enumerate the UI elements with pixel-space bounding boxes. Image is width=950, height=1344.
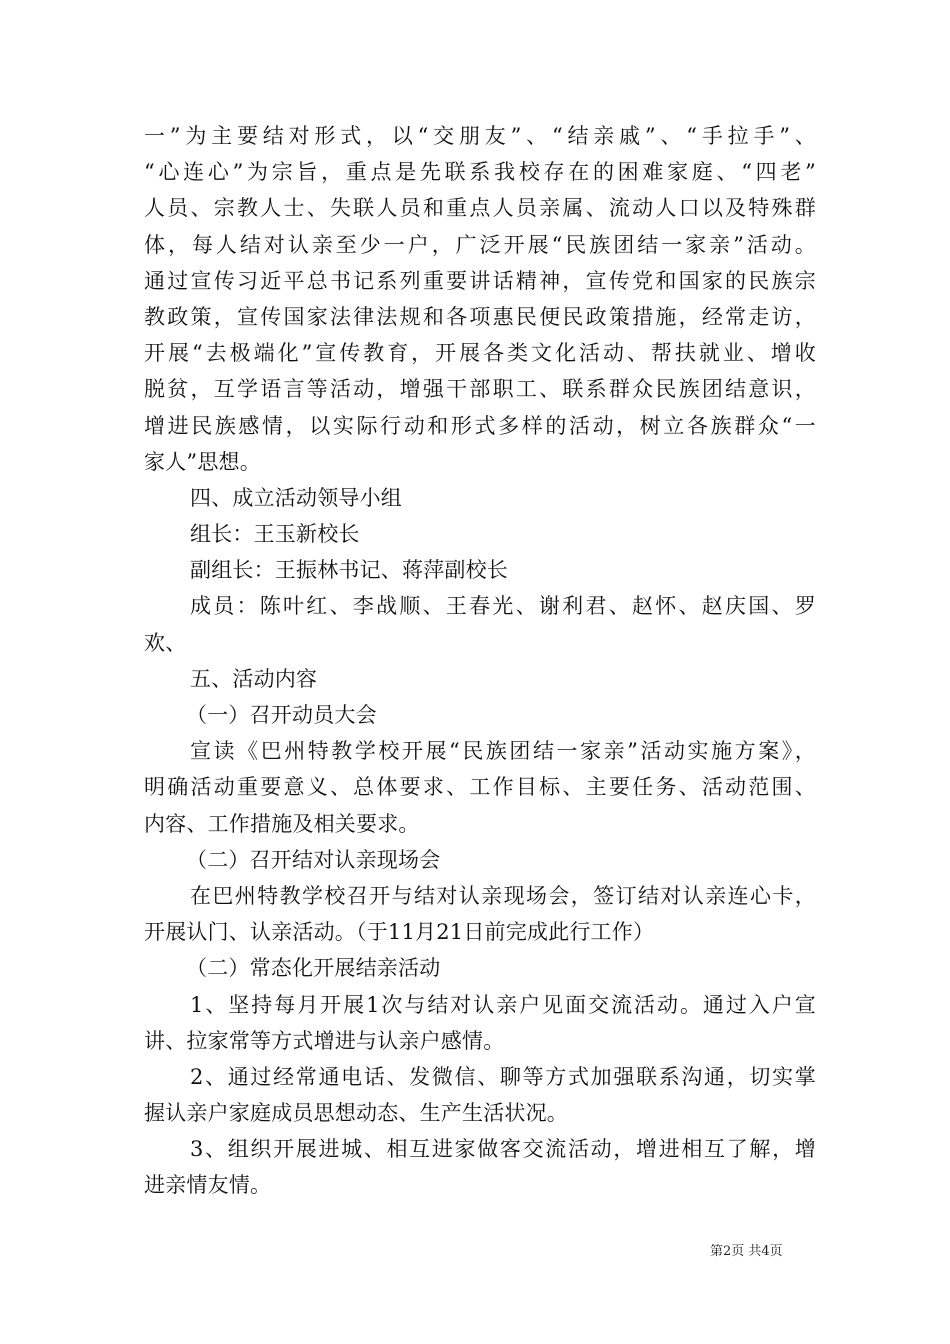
body-line: 脱贫，互学语言等活动，增强干部职工、联系群众民族团结意识，: [144, 377, 816, 402]
body-line: 组长：王玉新校长: [190, 522, 360, 547]
subsection-heading: （二）常态化开展结亲活动: [186, 956, 441, 981]
body-line: 开展“去极端化”宣传教育，开展各类文化活动、帮扶就业、增收: [144, 341, 816, 366]
body-line: 讲、拉家常等方式增进与认亲户感情。: [144, 1028, 505, 1053]
body-line: 3、组织开展进城、相互进家做客交流活动，增进相互了解，增: [190, 1137, 816, 1162]
body-line: 开展认门、认亲活动。（于11月21日前完成此行工作）: [144, 920, 655, 945]
body-line: 副组长：王振林书记、蒋萍副校长: [190, 558, 508, 583]
page-number: 第2页 共4页: [710, 1244, 783, 1259]
body-line: 一”为主要结对形式，以“交朋友”、“结亲戚”、“手拉手”、: [144, 124, 816, 148]
body-line: 在巴州特教学校召开与结对认亲现场会，签订结对认亲连心卡，: [190, 883, 816, 908]
section-heading: 四、成立活动领导小组: [190, 485, 402, 510]
body-line: 2、通过经常通电话、发微信、聊等方式加强联系沟通，切实掌: [190, 1064, 816, 1089]
subsection-heading: （一）召开动员大会: [186, 703, 377, 727]
body-line: 教政策，宣传国家法律法规和各项惠民便民政策措施，经常走访，: [144, 304, 816, 329]
body-line: 进亲情友情。: [144, 1173, 272, 1198]
body-line: 成员：陈叶红、李战顺、王春光、谢利君、赵怀、赵庆国、罗: [190, 594, 816, 619]
body-line: 体，每人结对认亲至少一户，广泛开展“民族团结一家亲”活动。: [144, 232, 816, 257]
body-line: 宣读《巴州特教学校开展“民族团结一家亲”活动实施方案》，: [190, 739, 816, 764]
document-body: [144, 118, 816, 1204]
body-line: 内容、工作措施及相关要求。: [144, 811, 420, 836]
body-line: 人员、宗教人士、失联人员和重点人员亲属、流动人口以及特殊群: [144, 196, 816, 221]
body-line: 通过宣传习近平总书记系列重要讲话精神，宣传党和国家的民族宗: [144, 268, 816, 293]
body-line: “心连心”为宗旨，重点是先联系我校存在的困难家庭、“四老”: [144, 160, 816, 185]
body-line: 增进民族感情，以实际行动和形式多样的活动，树立各族群众“一: [144, 413, 816, 438]
body-line: 握认亲户家庭成员思想动态、生产生活状况。: [144, 1101, 568, 1126]
body-line: 1、坚持每月开展1次与结对认亲户见面交流活动。通过入户宣: [190, 992, 816, 1017]
section-heading: 五、活动内容: [190, 666, 318, 691]
body-line: 欢、: [144, 630, 187, 655]
body-line: 明确活动重要意义、总体要求、工作目标、主要任务、活动范围、: [144, 775, 816, 800]
subsection-heading: （二）召开结对认亲现场会: [186, 847, 441, 872]
body-line: 家人”思想。: [144, 449, 261, 474]
